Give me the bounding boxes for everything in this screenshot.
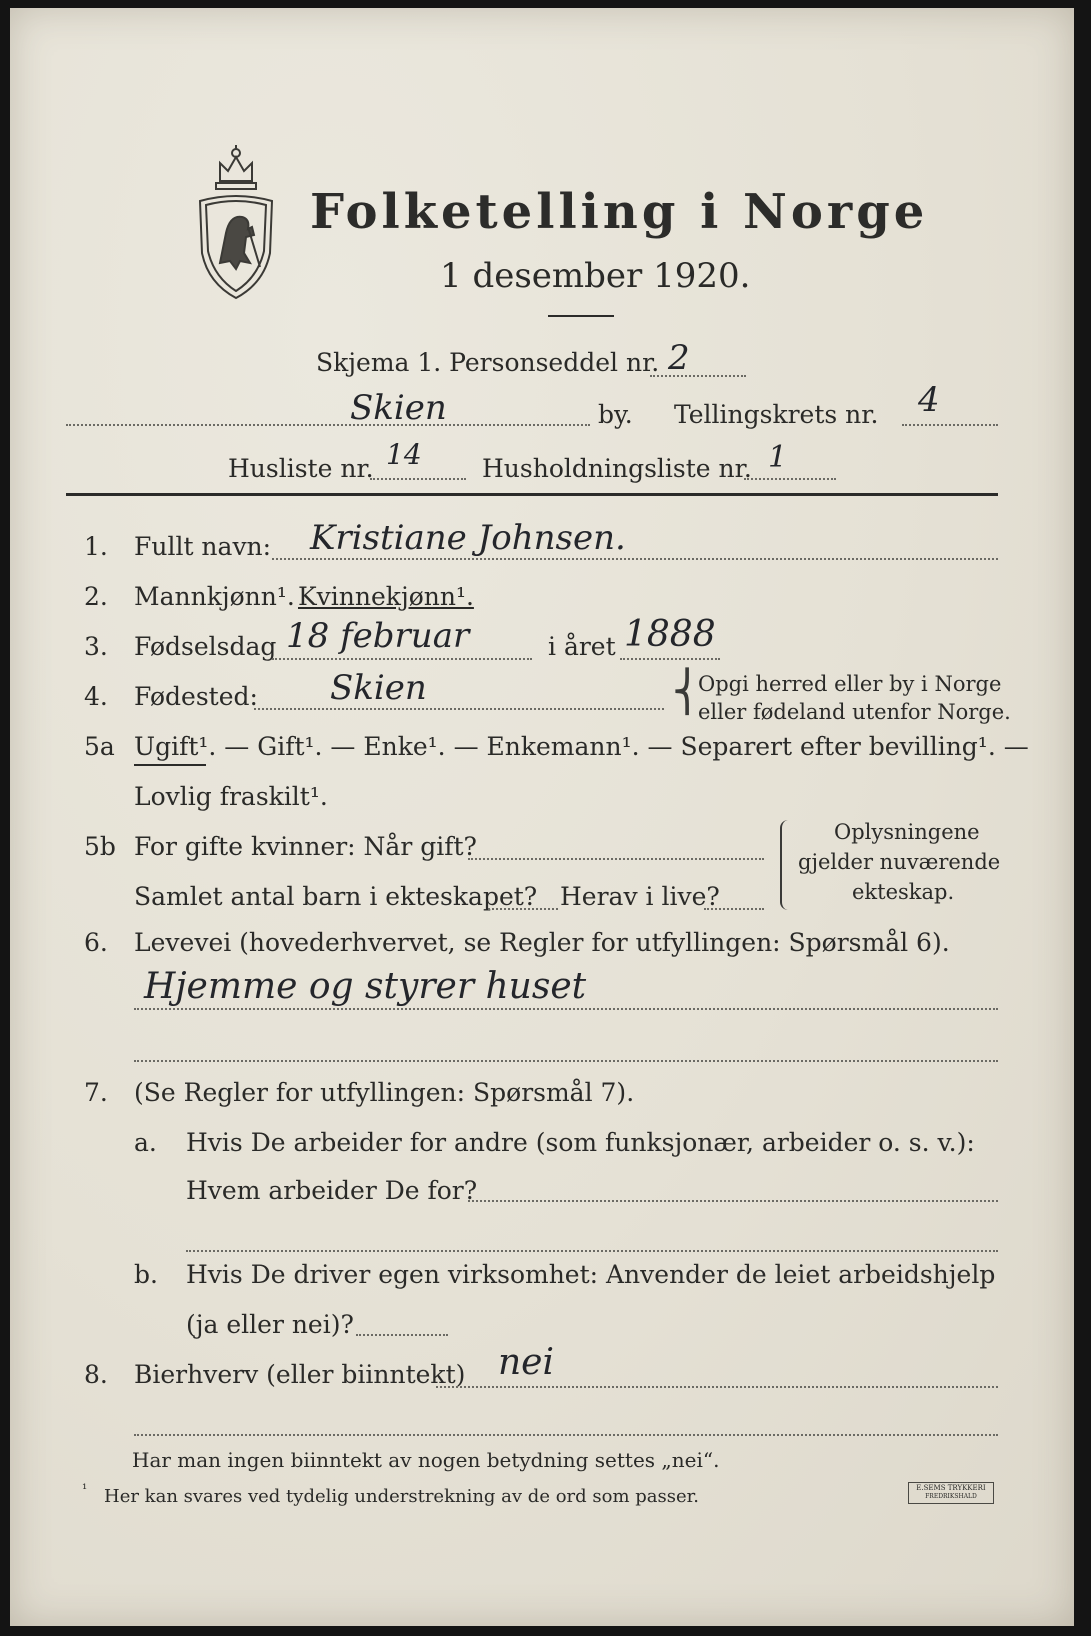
- norway-coat-of-arms-icon: [190, 143, 282, 303]
- occupation-value[interactable]: Hjemme og styrer huset: [144, 966, 587, 1007]
- living-line: [704, 908, 764, 910]
- schema-label: Skjema 1. Personseddel nr.: [316, 348, 660, 377]
- birthplace-note-1: Opgi herred eller by i Norge: [698, 672, 1002, 696]
- employer-line-2[interactable]: [186, 1250, 998, 1252]
- marriage-note-2: gjelder nuværende: [798, 850, 1001, 874]
- birthplace-value[interactable]: Skien: [330, 668, 427, 708]
- married-when-line: [468, 858, 764, 860]
- male-option[interactable]: Mannkjønn¹.: [134, 582, 295, 611]
- district-value[interactable]: 4: [918, 380, 940, 420]
- living-label: Herav i live?: [560, 882, 720, 911]
- birthplace-note-2: eller fødeland utenfor Norge.: [698, 700, 1011, 724]
- q7b-question: Hvis De driver egen virksomhet: Anvender de leiet arbeidshjelp: [186, 1260, 996, 1289]
- personseddel-number[interactable]: 2: [668, 338, 690, 378]
- q2-number: 2.: [84, 582, 108, 611]
- house-label: Husliste nr.: [228, 454, 374, 483]
- q5a-number: 5a: [84, 732, 115, 761]
- birth-year-value[interactable]: 1888: [624, 614, 716, 655]
- footnote-mark: ¹: [82, 1482, 88, 1497]
- city-line: [66, 424, 590, 426]
- q3-number: 3.: [84, 632, 108, 661]
- q4-label: Fødested:: [134, 682, 258, 711]
- house-value[interactable]: 14: [386, 438, 422, 471]
- side-income-line-2: [134, 1434, 998, 1436]
- personseddel-line: [650, 375, 746, 377]
- header-rule: [66, 493, 998, 496]
- no-income-note: Har man ingen biinntekt av nogen betydning settes „nei“.: [132, 1448, 720, 1472]
- birth-day-value[interactable]: 18 februar: [286, 616, 470, 656]
- note-bracket: [780, 820, 792, 910]
- side-income-label: Bierhverv (eller biinntekt): [134, 1360, 466, 1389]
- occupation-label: Levevei (hovederhvervet, se Regler for utfyllingen: Spørsmål 6).: [134, 928, 950, 957]
- year-label: i året: [548, 632, 616, 661]
- district-line: [902, 424, 998, 426]
- census-form-page: [10, 8, 1074, 1626]
- house-line: [370, 478, 466, 480]
- q7a-question: Hvis De arbeider for andre (som funksjonær, arbeider o. s. v.):: [186, 1128, 975, 1157]
- q1-number: 1.: [84, 532, 108, 561]
- occupation-line-2: [134, 1060, 998, 1062]
- q7b-letter: b.: [134, 1260, 158, 1289]
- footnote-text: Her kan svares ved tydelig understrekning av de ord som passer.: [104, 1486, 699, 1507]
- full-name-line: [272, 558, 998, 560]
- city-suffix: by.: [598, 400, 633, 429]
- birthplace-line: [254, 708, 664, 710]
- marriage-note-1: Oplysningene: [834, 820, 980, 844]
- hired-help-label: (ja eller nei)?: [186, 1310, 354, 1339]
- side-income-line-1: [436, 1386, 998, 1388]
- children-label: Samlet antal barn i ekteskapet?: [134, 882, 538, 911]
- occupation-line-1: [134, 1008, 998, 1010]
- marital-status-options[interactable]: Ugift¹. — Gift¹. — Enke¹. — Enkemann¹. — Separert efter bevilling¹. —: [134, 732, 1029, 761]
- q7a-letter: a.: [134, 1128, 157, 1157]
- married-when-label: For gifte kvinner: Når gift?: [134, 832, 477, 861]
- title-divider: [548, 315, 614, 317]
- hired-help-line[interactable]: [356, 1334, 448, 1336]
- children-line: [488, 908, 558, 910]
- q8-number: 8.: [84, 1360, 108, 1389]
- employer-line-1[interactable]: [468, 1200, 998, 1202]
- household-label: Husholdningsliste nr.: [482, 454, 752, 483]
- full-name-value[interactable]: Kristiane Johnsen.: [310, 518, 626, 558]
- marital-status-divorced[interactable]: Lovlig fraskilt¹.: [134, 782, 328, 811]
- q1-label: Fullt navn:: [134, 532, 272, 561]
- city-value[interactable]: Skien: [350, 388, 447, 428]
- birth-year-line: [620, 658, 720, 660]
- census-date: 1 desember 1920.: [440, 256, 751, 296]
- q4-number: 4.: [84, 682, 108, 711]
- ugift-underline: [134, 764, 206, 766]
- q7-number: 7.: [84, 1078, 108, 1107]
- household-line: [744, 478, 836, 480]
- printer-place: FREDRIKSHALD: [925, 1493, 977, 1500]
- form-title: Folketelling i Norge: [310, 184, 929, 240]
- q6-number: 6.: [84, 928, 108, 957]
- printer-mark: [908, 1482, 994, 1504]
- q3-label: Fødselsdag: [134, 632, 277, 661]
- note-brace: ⎨: [672, 669, 702, 715]
- household-value[interactable]: 1: [768, 440, 788, 475]
- employer-label: Hvem arbeider De for?: [186, 1176, 478, 1205]
- female-option[interactable]: Kvinnekjønn¹.: [298, 582, 474, 611]
- q5b-number: 5b: [84, 832, 116, 861]
- side-income-value[interactable]: nei: [498, 1342, 555, 1383]
- district-label: Tellingskrets nr.: [674, 400, 879, 429]
- printer-name: E.SEMS TRYKKERI: [916, 1484, 986, 1492]
- marriage-note-3: ekteskap.: [852, 880, 955, 904]
- birth-day-line: [272, 658, 532, 660]
- q7-label: (Se Regler for utfyllingen: Spørsmål 7).: [134, 1078, 635, 1107]
